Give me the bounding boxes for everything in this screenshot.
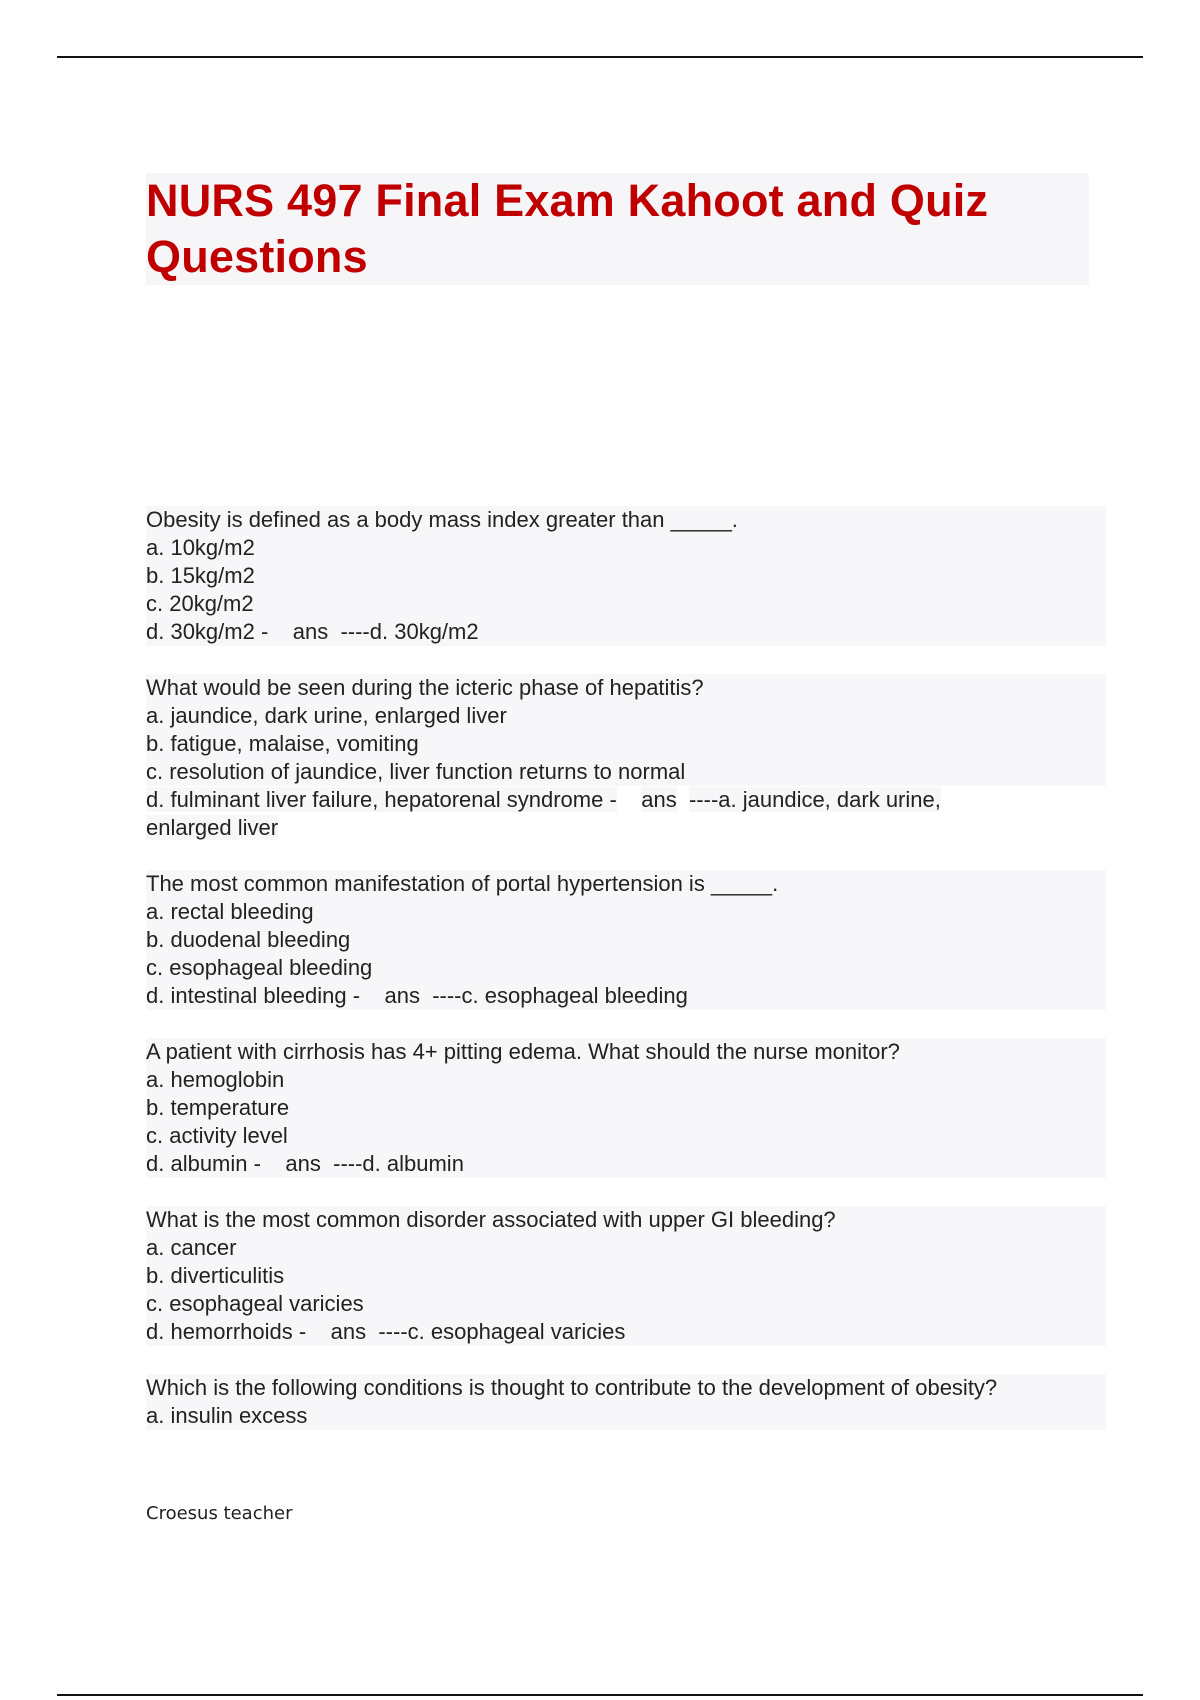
answer-option: a. insulin excess [146, 1402, 1106, 1430]
question-item [146, 506, 1106, 646]
answer-option: c. esophageal bleeding [146, 954, 1106, 982]
answer-option: c. esophageal varicies [146, 1290, 1106, 1318]
answer-option-with-answer [146, 786, 1026, 842]
correct-answer: ----d. albumin [333, 1151, 464, 1176]
question-item [146, 674, 1106, 842]
answer-option: a. hemoglobin [146, 1066, 1106, 1094]
question-prompt: Obesity is defined as a body mass index greater than _____. [146, 506, 1106, 534]
answer-option: b. diverticulitis [146, 1262, 1106, 1290]
document-title: NURS 497 Final Exam Kahoot and Quiz Questions [146, 175, 989, 282]
answer-label: ans [330, 1319, 367, 1344]
question-prompt: What would be seen during the icteric phase of hepatitis? [146, 674, 1106, 702]
answer-label: ans [285, 1151, 321, 1176]
answer-option: b. duodenal bleeding [146, 926, 1106, 954]
answer-label: ans [384, 983, 420, 1008]
answer-option: b. temperature [146, 1094, 1106, 1122]
answer-option-with-answer [146, 1150, 1106, 1178]
footer-author: Croesus teacher [146, 1503, 293, 1524]
question-prompt: What is the most common disorder associated with upper GI bleeding? [146, 1206, 1106, 1234]
answer-option: d. albumin - [146, 1151, 261, 1176]
question-item [146, 870, 1106, 1010]
correct-answer: ----c. esophageal bleeding [432, 983, 688, 1008]
question-item [146, 1206, 1106, 1346]
question-list [146, 506, 1106, 1458]
correct-answer: ----a. jaundice, dark urine, enlarged liver [146, 787, 941, 840]
answer-option: c. 20kg/m2 [146, 590, 1106, 618]
question-prompt: The most common manifestation of portal hypertension is _____. [146, 870, 1106, 898]
answer-option: a. rectal bleeding [146, 898, 1106, 926]
answer-option-with-answer [146, 618, 1106, 646]
question-item [146, 1038, 1106, 1178]
answer-option: b. 15kg/m2 [146, 562, 1106, 590]
answer-option: d. 30kg/m2 - [146, 619, 269, 644]
correct-answer: ----c. esophageal varicies [378, 1319, 626, 1344]
correct-answer: ----d. 30kg/m2 [340, 619, 479, 644]
answer-option: d. intestinal bleeding - [146, 983, 361, 1008]
answer-option: c. activity level [146, 1122, 1106, 1150]
answer-option-with-answer [146, 982, 1106, 1010]
answer-option: b. fatigue, malaise, vomiting [146, 730, 1106, 758]
title-block [146, 173, 1089, 285]
question-item [146, 1374, 1106, 1430]
footer-rule [57, 1694, 1143, 1696]
header-rule [57, 56, 1143, 58]
answer-option: a. jaundice, dark urine, enlarged liver [146, 702, 1106, 730]
answer-option: a. 10kg/m2 [146, 534, 1106, 562]
answer-label: ans [641, 787, 677, 812]
answer-option: d. fulminant liver failure, hepatorenal syndrome - [146, 787, 617, 812]
answer-option: c. resolution of jaundice, liver function returns to normal [146, 758, 1106, 786]
answer-option: a. cancer [146, 1234, 1106, 1262]
answer-label: ans [292, 619, 329, 644]
question-prompt: A patient with cirrhosis has 4+ pitting edema. What should the nurse monitor? [146, 1038, 1106, 1066]
answer-option: d. hemorrhoids - [146, 1319, 307, 1344]
question-prompt: Which is the following conditions is thought to contribute to the development of obesity? [146, 1374, 1106, 1402]
answer-option-with-answer [146, 1318, 1106, 1346]
